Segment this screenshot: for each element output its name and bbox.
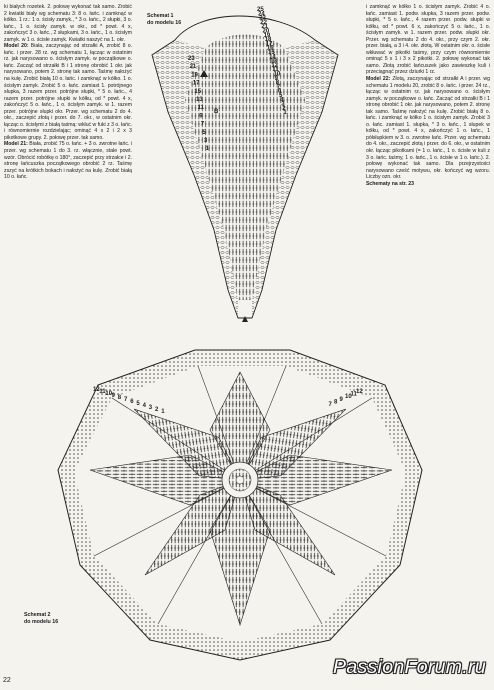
row-number: 5 xyxy=(279,93,283,99)
row-number: 9 xyxy=(274,75,278,82)
row-number: 1 xyxy=(283,110,287,117)
row-number: 9 xyxy=(339,396,343,403)
schemat-2-label xyxy=(24,612,58,625)
row-number: 8 xyxy=(117,395,122,401)
row-number: 14 xyxy=(269,54,276,61)
row-number: 15 xyxy=(268,50,275,56)
row-number: 8 xyxy=(275,80,280,87)
row-number: 25 xyxy=(257,7,264,13)
row-number: 11 xyxy=(272,67,279,74)
row-number: 6 xyxy=(130,399,134,405)
schemat-1-chart xyxy=(152,7,338,322)
schemat-subtitle: do modelu 16 xyxy=(147,19,182,26)
row-number: 5 xyxy=(202,129,206,136)
row-number: 1 xyxy=(205,146,209,153)
row-number: 12 xyxy=(356,389,363,395)
round-numbers-right xyxy=(329,389,364,408)
row-number: 3 xyxy=(204,138,208,144)
model-text: Biała, zaczynając od strzałki A, zrobić 8 o. łańc. i przer. 28 rz. wg schematu 1, łącząc w ostatnim rz. jak narysowano o. ścisłym zamyk. w początkowe o. łańc. Zacząć od strzałki B i 1 stronę obrobić 1 okr. jak narysowano, potem 2. stronę tak samo. Taśmę nałożyć na kulę. Zrobić białą 10 o. łańc. i zamknąć w kółko. 1 o. ścisłym zamyk. Zrobić 5 o. łańc. zamiast 1. potrójnego słupka, 3 razem przer. potrójne słupki, * 5 o. łańc., 4 razem przer. potrójne słupki w kółku, od * powt. 4 x, zakończyć 5 o. łańc., 1 o. ścisłym zamyk. w 1. razem przer. potrójne słupki okr. Przer. wg schematu 2 do 4. okr., zaczepić złotą i przer. do 7. okr., w ostatnim okr. łącząc o. ścisłymi z białą taśmą: wkłuć w fuki z 3 o. łańc. i równomiernie rozdzielając; ominąć 4 x 2 i 2 x 3 pikotkowe grupy. 2. połowę przer. tak samo. xyxy=(4,43,133,141)
row-number: 24 xyxy=(258,11,265,18)
row-number: 19 xyxy=(191,72,198,79)
letter-b: B xyxy=(214,109,219,115)
row-number: 22 xyxy=(260,19,267,26)
row-number: 1 xyxy=(161,409,165,415)
row-number: 4 xyxy=(280,97,284,104)
row-number: 3 xyxy=(281,101,285,108)
row-number: 10 xyxy=(273,71,281,78)
watermark-logo: PassionForum.ru xyxy=(333,656,486,678)
row-number: 7 xyxy=(200,121,205,128)
text-paragraph: ki białych rozetek. 2. połowę wykonać tak samo. Zrobić 2 kwiatki biały wg schematu 3: 8 o. łańc. i zamknąć w kółko. 1 rz.: 1 o. ścisły zamyk., * 3 o. łańc., 2 słupki, 3 o. łańc., 1 o. ścisły zamyk. w okr., od * powt. 4 x, zakończyć 3 o. łańc., 2 słupkami, 3 o. łańc., 1 o. ścisłym zamyk. w 1 o. ścisłe zamyk. Kwiatki naszyć na 1. okr. xyxy=(4,4,132,43)
row-number: 13 xyxy=(196,97,203,103)
row-number: 11 xyxy=(350,391,357,398)
row-number: 19 xyxy=(263,32,271,39)
row-number: 3 xyxy=(148,405,153,411)
row-number: 17 xyxy=(192,80,200,87)
row-number: 7 xyxy=(276,84,281,91)
row-number: 9 xyxy=(111,393,115,399)
row-number: 13 xyxy=(270,58,277,65)
row-number: 21 xyxy=(189,64,197,71)
row-number: 17 xyxy=(265,41,273,48)
row-number: 16 xyxy=(266,45,274,52)
row-number: 2 xyxy=(155,407,159,413)
row-number: 21 xyxy=(261,24,269,31)
schemat-2-chart xyxy=(58,350,422,660)
row-number: 10 xyxy=(105,391,113,397)
row-number: 8 xyxy=(334,399,338,406)
schemat-title: Schemat 2 xyxy=(24,612,51,618)
row-number: 7 xyxy=(124,397,128,403)
model-text: Biała, zrobić 75 o. łańc. + 3 o. zwrotne łańc. i przer. wg schematu 1 do 3. rz. włącznie, stale powt. wzór. Obrócić robótkę o 180°, zaczepić przy strzałce i 2. stronę łańcuszka początkowego obrobić 2 rz. Taśmę zszyć na krótkich bokach i nałożyć na kulę. Zrobić białą 10 o. łańc. xyxy=(4,141,132,181)
row-number: 4 xyxy=(142,403,146,409)
row-number: 12 xyxy=(271,62,278,69)
row-number: 20 xyxy=(262,28,270,35)
row-number: 2 xyxy=(282,105,286,112)
page-number: 22 xyxy=(3,677,11,684)
row-number: 15 xyxy=(194,88,202,95)
model-label: Model 22: xyxy=(366,76,391,83)
schemat-subtitle: do modelu 16 xyxy=(24,618,59,625)
magic-ring xyxy=(236,476,244,484)
row-number: 6 xyxy=(277,88,282,95)
model-label: Model 20: xyxy=(4,43,29,50)
row-number: 11 xyxy=(197,105,204,112)
row-number: 7 xyxy=(328,402,332,408)
model-text: Złotą, zaczynając od strzałki A i przer. wg schematu 1 modelu 20, zrobić 8 o. łańc. i przer. 24 rz., łącząc w ostatnim rz. jak narysowano o. ścisłym zamyk. w początkowe o. łańc. Zacząć od strzałki B i 1 stronę obrobić 1 okr. jak narysowano, potem 2. stronę tak samo. Taśmę nałożyć na kulę. Zrobić białą 8 o. łańc. i zamknąć w kółko 1 o. ścisłym zamyk. Zrobić 3 o. łańc. zamiast 1. słupka, * 3 o. łańc., 1 słupek w kółku, od * powt. 4 x, zakończyć 1 o. łańc., 1 półsłupkiem w 3. o. zwrotne łańc. Przer. wg schematu do 4. okr., zaczepić złotą i przer. do 6. okr., w ostatnim okr. łącząc pikotkami (= 1 o. łańc., 1 o. ścisłe w kuli z 3 o. łańc. taśmy, 1 o. łańc., 1 o. ścisłe w 1 o. łańc.). 2. połowę wykonać tak samo. Dla przejrzystości narysowano cześć motywu, okr. kończyć wg wzoru. Liczby ozn. okr. xyxy=(366,76,490,181)
row-number: 11 xyxy=(99,389,106,395)
row-number: 23 xyxy=(259,15,266,22)
arrow-icon xyxy=(242,316,248,322)
row-number: 9 xyxy=(199,113,203,120)
schemat-title: Schemat 1 xyxy=(147,13,174,19)
row-number: 18 xyxy=(264,37,272,44)
row-number: 5 xyxy=(136,401,140,407)
schemas-reference: Schematy na str. 23 xyxy=(366,180,415,187)
row-number: 12 xyxy=(93,387,100,393)
row-number: 10 xyxy=(345,394,352,401)
model-label: Model 21: xyxy=(4,141,28,148)
text-paragraph: i zamknąć w kółko 1 o. ścisłym zamyk. Zrobić 4 o. łańc. zamiast 1. podw. słupka, 3 razem przer. podw. słupki, * 5 o. łańc., 4 razem przer. podw. słupki w kółku, od * powt. 6 x, zakończyć 5 o. łańc., 1 o. ścisłym zamyk. w 1. razem przer. podw. słupki okr. Przer. wg schematu 2 do 4. okr., przy czym 2. okr. przer. białą, a 3 i 4. okr. złotą. W ostatnim okr. o. ścisłe wkłuwać w pikotki taśmy, przy czym równomiernie ominąć 5 x 1 i 3 x 2 pikotki. 2. połowę wykonać tak samo. Złotą zrobić łańcuszek jako zawieszkę kuli i przeciągnąć przez dziurki 1 rz. xyxy=(366,4,490,76)
row-number: 23 xyxy=(188,56,195,62)
